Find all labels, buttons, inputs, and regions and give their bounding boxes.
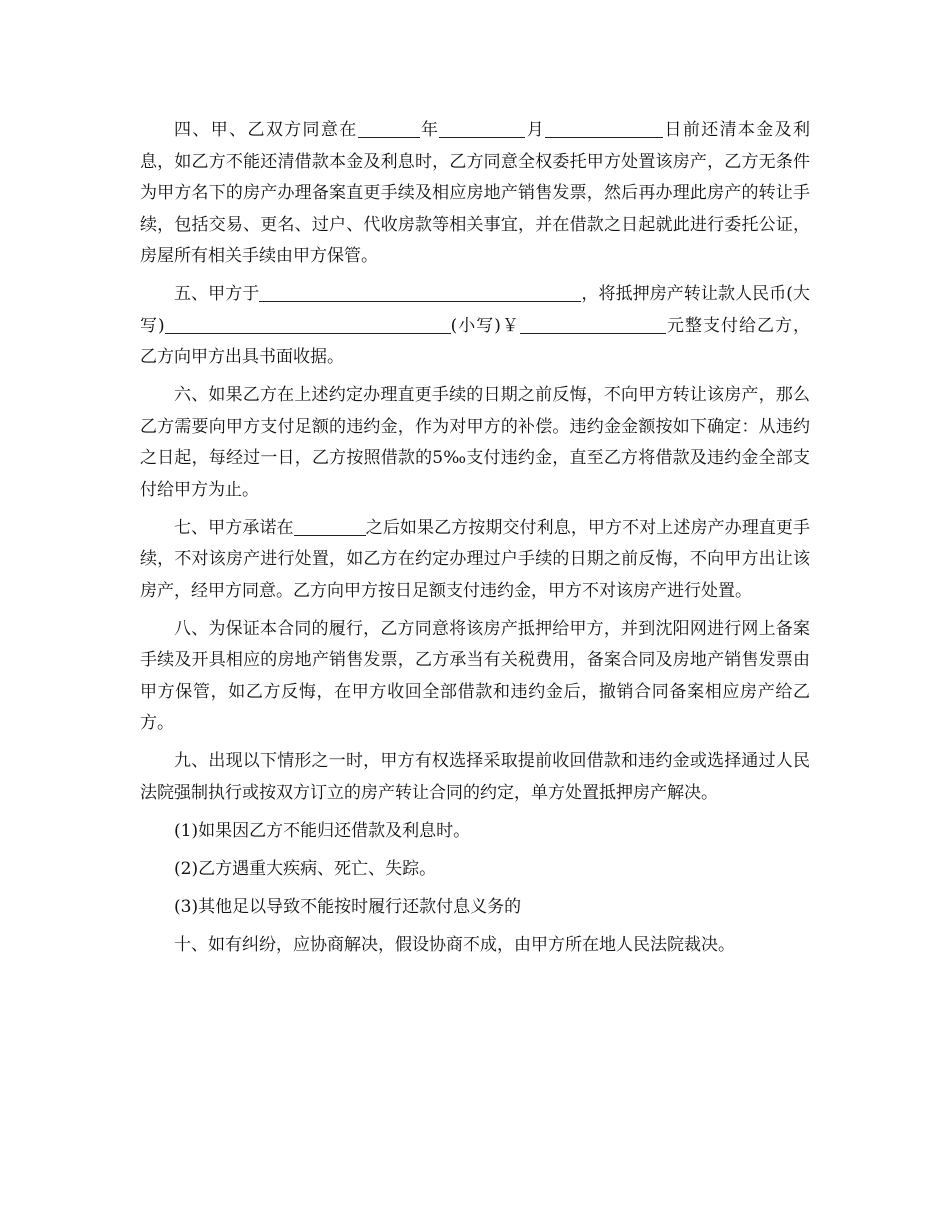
clause-9-item-3: (3)其他足以导致不能按时履行还款付息义务的 — [174, 896, 522, 917]
year-blank — [358, 119, 420, 138]
clause-5-small-label: (小写)￥ — [450, 315, 520, 336]
month-label: 月 — [525, 120, 546, 140]
clause-7-intro: 七、甲方承诺在 — [174, 517, 294, 538]
amount-figures-blank — [520, 315, 666, 334]
clause-7-text: 之后如果乙方按期交付利息，甲方不对上述房产办理直更手续，不对该房产进行处置，如乙方在约定办理过户手续的日期之前反悔，不向甲方出让该房产，经甲方同意。乙方向甲方按日足额支付违约金，甲方不对该房产进行处置。 — [140, 517, 811, 601]
promise-date-blank — [294, 517, 366, 536]
year-label: 年 — [419, 120, 440, 140]
day-blank — [545, 119, 663, 138]
clause-5-amount-label: ，将抵押房产转让款人民币(大写) — [140, 284, 810, 336]
contract-body — [140, 115, 810, 968]
clause-9-item-2: (2)乙方遇重大疾病、死亡、失踪。 — [174, 858, 437, 879]
clause-7 — [140, 513, 810, 608]
clause-6: 六、如果乙方在上述约定办理直更手续的日期之前反悔，不向甲方转让该房产，那么乙方需要向甲方支付足额的违约金，作为对甲方的补偿。违约金金额按如下确定：从违约之日起，每经过一日，乙方按照借款的5‰支付违约金，直至乙方将借款及违约金全部支付给甲方为止。 — [140, 385, 810, 500]
clause-4 — [140, 115, 810, 273]
clause-5-intro: 五、甲方于 — [174, 284, 260, 304]
clause-8: 八、为保证本合同的履行，乙方同意将该房产抵押给甲方，并到沈阳网进行网上备案手续及开具相应的房地产销售发票，乙方承当有关税费用，备案合同及房地产销售发票由甲方保管，如乙方反悔，在甲方收回全部借款和违约金后，撤销合同备案相应房产给乙方。 — [140, 618, 810, 733]
clause-9-item-1: (1)如果因乙方不能归还借款及利息时。 — [174, 820, 471, 841]
amount-words-blank — [165, 315, 451, 334]
clause-5 — [140, 279, 810, 374]
clause-4-intro: 四、甲、乙双方同意在 — [174, 120, 358, 140]
clause-10: 十、如有纠纷，应协商解决，假设协商不成，由甲方所在地人民法院裁决。 — [174, 934, 735, 955]
month-blank — [439, 119, 525, 138]
clause-5-text: 元整支付给乙方，乙方向甲方出具书面收据。 — [140, 315, 811, 367]
clause-4-text: 日前还清本金及利息，如乙方不能还清借款本金及利息时，乙方同意全权委托甲方处置该房产，乙方无条件为甲方名下的房产办理备案直更手续及相应房地产销售发票，然后再办理此房产的转让手续，包括交易、更名、过户、代收房款等相关事宜，并在借款之日起就此进行委托公证，房屋所有相关手续由甲方保管。 — [140, 120, 811, 266]
clause-9: 九、出现以下情形之一时，甲方有权选择采取提前收回借款和违约金或选择通过人民法院强制执行或按双方订立的房产转让合同的约定，单方处置抵押房产解决。 — [140, 751, 810, 803]
date-blank — [259, 283, 581, 302]
